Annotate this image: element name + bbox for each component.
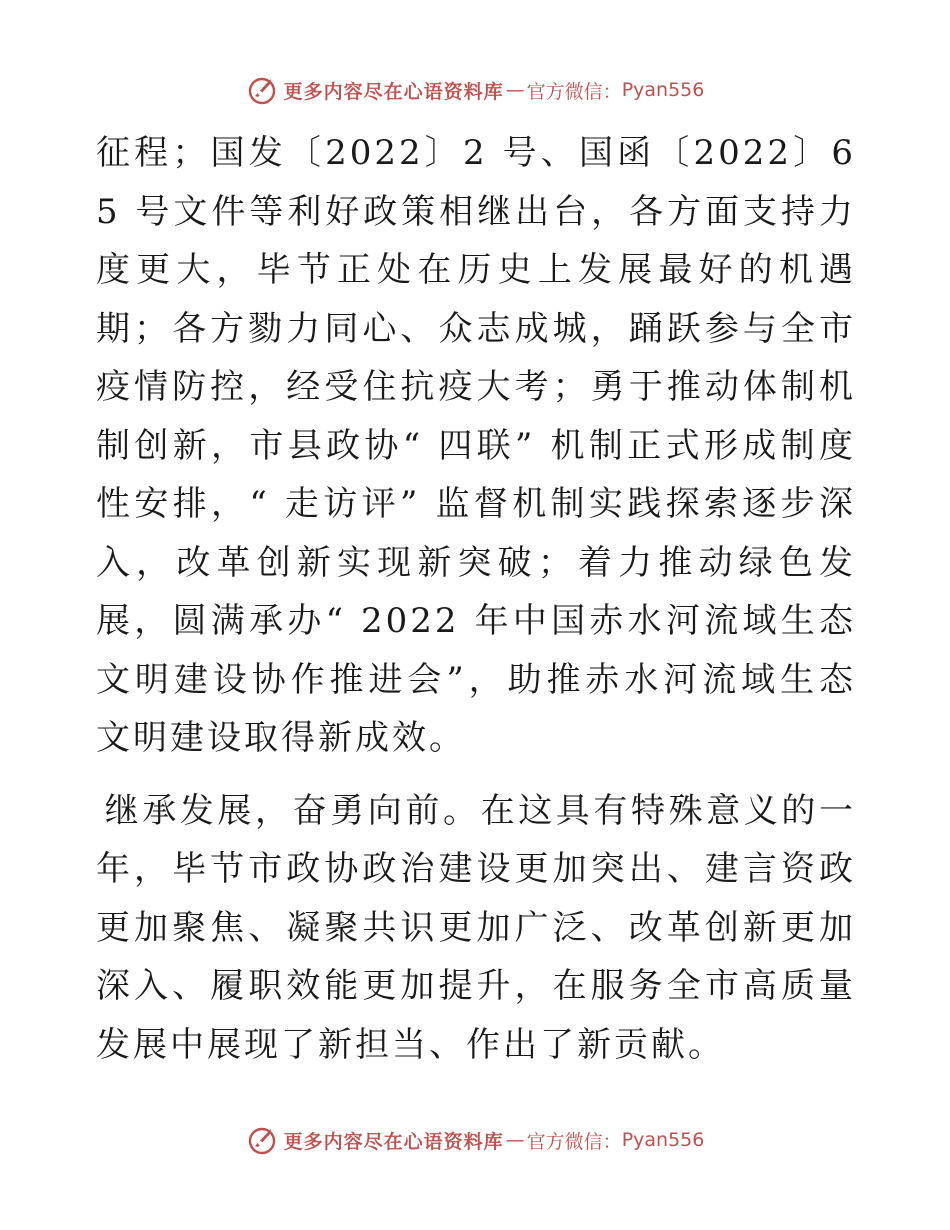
footer-watermark: [0, 1120, 950, 1160]
paragraph-2-text: 继承发展，奋勇向前。在这具有特殊意义的一年，毕节市政协政治建设更加突出、建言资政更加聚焦、凝聚共识更加广泛、改革创新更加深入、履职效能更加提升，在服务全市高质量发展中展现了新担当、作出了新贡献。: [96, 790, 856, 1065]
paragraph-2: [96, 782, 856, 1075]
header-separator: —: [505, 79, 525, 101]
quill-logo-icon: [246, 1124, 278, 1156]
header-wechat-label: 官方微信：: [526, 80, 622, 103]
quill-logo-icon: [246, 74, 278, 106]
header-brand: 更多内容尽在心语资料库: [283, 80, 504, 103]
footer-separator: —: [505, 1129, 525, 1151]
header-wechat-id: Pyan556: [621, 79, 705, 101]
document-body: [96, 124, 856, 1074]
footer-brand: 更多内容尽在心语资料库: [283, 1130, 504, 1153]
paragraph-1: 征程；国发〔2022〕2 号、国函〔2022〕65 号文件等利好政策相继出台，各方面支持力度更大，毕节正处在历史上发展最好的机遇期；各方勠力同心、众志成城，踊跃参与全市疫情防控，经受住抗疫大考；勇于推动体制机制创新，市县政协“ 四联” 机制正式形成制度性安排，“ 走访评” 监督机制实践探索逐步深入，改革创新实现新突破；着力推动绿色发展，圆满承办“ 2022 年中国赤水河流域生态文明建设协作推进会”，助推赤水河流域生态文明建设取得新成效。: [96, 133, 856, 758]
header-watermark: [0, 70, 950, 110]
footer-wechat-label: 官方微信：: [526, 1130, 622, 1153]
footer-wechat-id: Pyan556: [621, 1129, 705, 1151]
